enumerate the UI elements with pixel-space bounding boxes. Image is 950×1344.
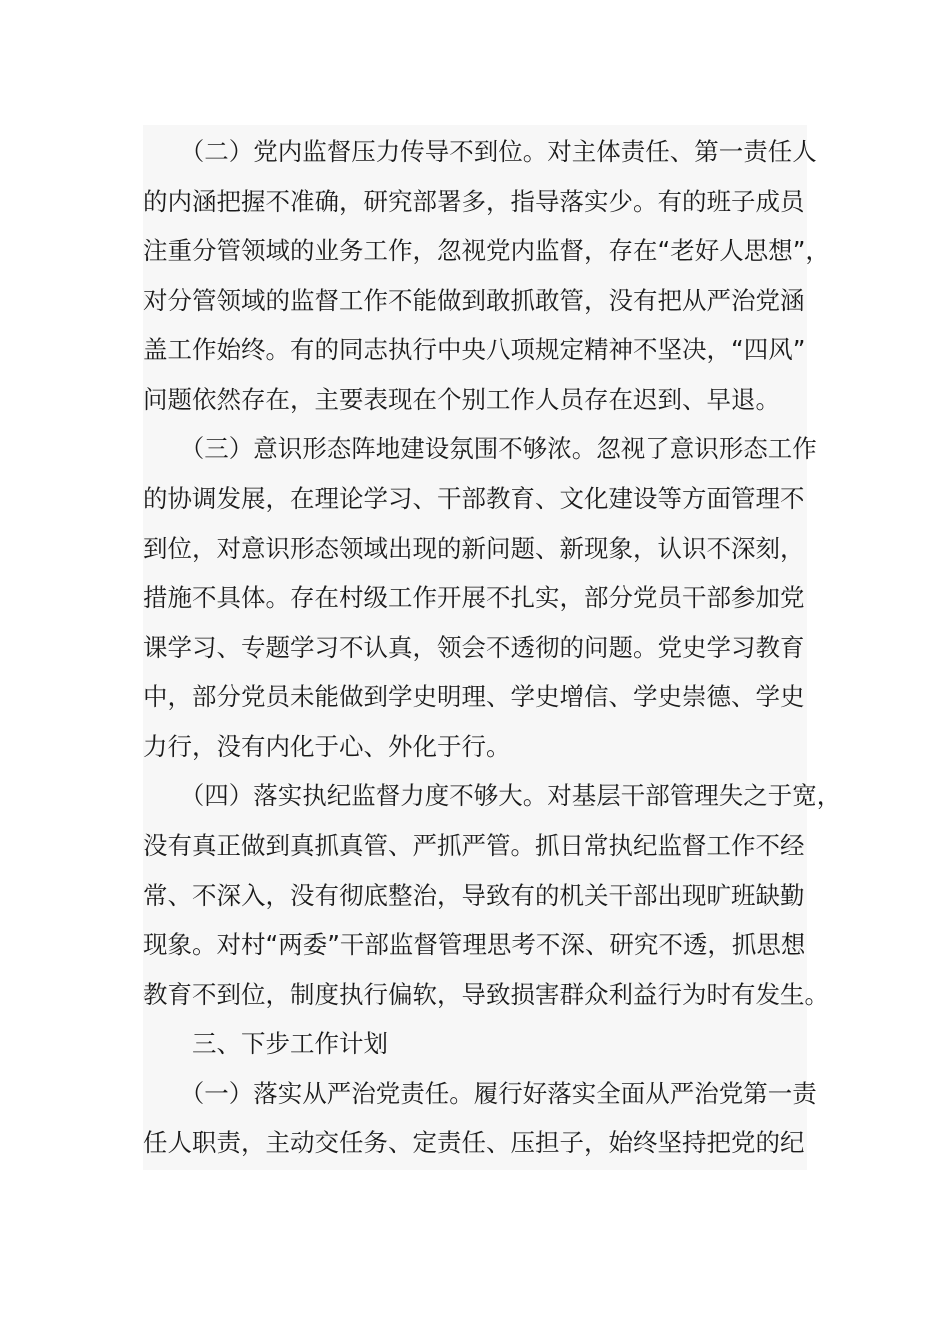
text-line: 力行，没有内化于心、外化于行。 bbox=[143, 732, 511, 761]
text-line: 教育不到位，制度执行偏软，导致损害群众利益行为时有发生。 bbox=[143, 980, 829, 1009]
text-line: 的内涵把握不准确，研究部署多，指导落实少。有的班子成员 bbox=[143, 187, 805, 216]
text-line: 措施不具体。存在村级工作开展不扎实，部分党员干部参加党 bbox=[143, 583, 805, 612]
text-line: 课学习、专题学习不认真，领会不透彻的问题。党史学习教育 bbox=[143, 633, 805, 662]
text-line: 常、不深入，没有彻底整治，导致有的机关干部出现旷班缺勤 bbox=[143, 881, 805, 910]
text-line: 到位，对意识形态领域出现的新问题、新现象，认识不深刻， bbox=[143, 534, 805, 563]
text-line: （三）意识形态阵地建设氛围不够浓。忽视了意识形态工作 bbox=[143, 434, 817, 463]
text-line: 任人职责，主动交任务、定责任、压担子，始终坚持把党的纪 bbox=[143, 1128, 805, 1157]
text-line: 注重分管领域的业务工作，忽视党内监督，存在“老好人思想”， bbox=[143, 236, 830, 265]
text-line: 问题依然存在，主要表现在个别工作人员存在迟到、早退。 bbox=[143, 385, 780, 414]
text-line: 没有真正做到真抓真管、严抓严管。抓日常执纪监督工作不经 bbox=[143, 831, 805, 860]
text-line: （四）落实执纪监督力度不够大。对基层干部管理失之于宽， bbox=[143, 781, 842, 810]
text-line: （二）党内监督压力传导不到位。对主体责任、第一责任人 bbox=[143, 137, 817, 166]
text-line: 盖工作始终。有的同志执行中央八项规定精神不坚决，“四风” bbox=[143, 335, 806, 364]
section-heading: 三、下步工作计划 bbox=[143, 1029, 388, 1058]
text-line: （一）落实从严治党责任。履行好落实全面从严治党第一责 bbox=[143, 1079, 817, 1108]
text-line: 的协调发展，在理论学习、干部教育、文化建设等方面管理不 bbox=[143, 484, 805, 513]
text-line: 现象。对村“两委”干部监督管理思考不深、研究不透，抓思想 bbox=[143, 930, 806, 959]
text-line: 对分管领域的监督工作不能做到敢抓敢管，没有把从严治党涵 bbox=[143, 286, 805, 315]
text-line: 中，部分党员未能做到学史明理、学史增信、学史崇德、学史 bbox=[143, 682, 805, 711]
